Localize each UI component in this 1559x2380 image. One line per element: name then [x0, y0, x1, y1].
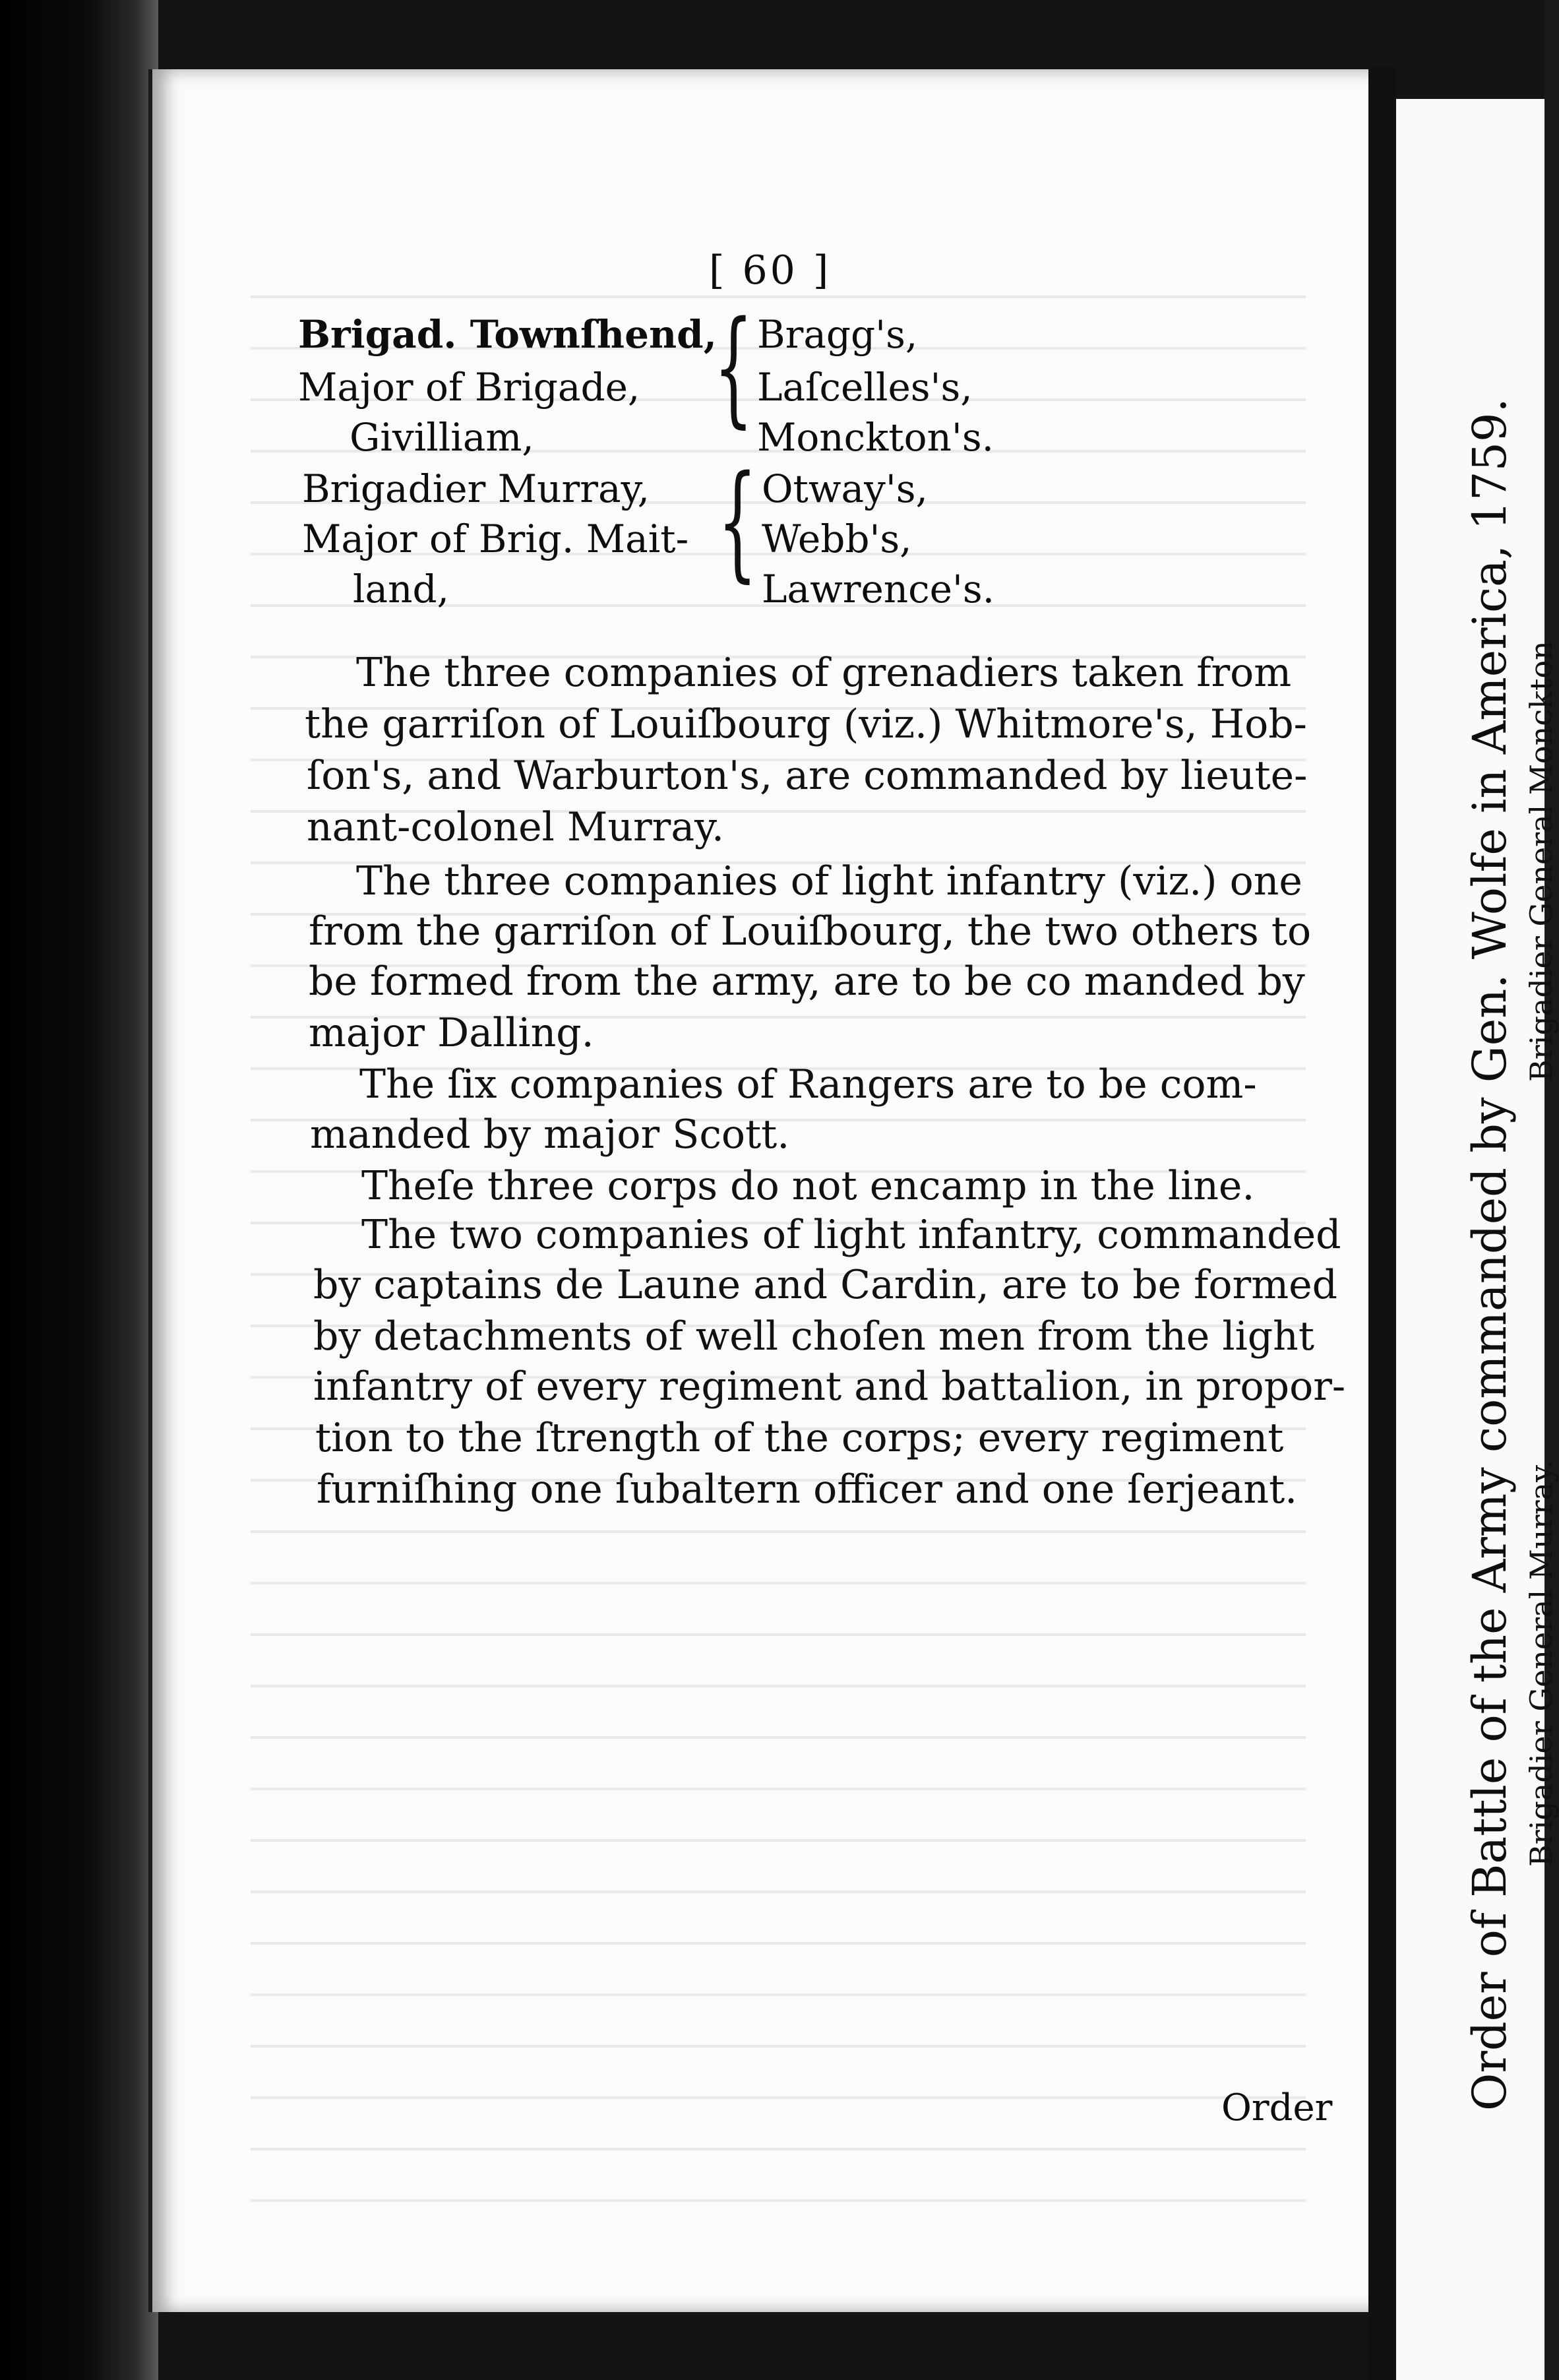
brigade-2-right-line-2: Webb's,	[762, 517, 912, 561]
brigade-2-right-line-1: Otway's,	[762, 466, 928, 511]
para-5-line-1: The two companies of light infantry, commanded	[361, 1212, 1341, 1258]
para-1-line-4: nant-colonel Murray.	[307, 804, 725, 850]
brigade-1-right-line-3: Monckton's.	[757, 415, 994, 460]
para-1-line-3: ſon's, and Warburton's, are commanded by lieute-	[307, 753, 1308, 799]
brigade-2-right-line-3: Lawrence's.	[762, 567, 995, 611]
brigade-2-left-line-3: land,	[353, 567, 450, 611]
brace-2: {	[718, 449, 758, 594]
para-1-line-1: The three companies of grenadiers taken from	[356, 650, 1292, 696]
page-number: [ 60 ]	[709, 247, 832, 294]
para-1-line-2: the garriſon of Louiſbourg (viz.) Whitmore's, Hob-	[305, 701, 1307, 747]
brigade-1-left-line-3: Givilliam,	[350, 415, 534, 460]
para-4-line-1: Theſe three corps do not encamp in the line.	[361, 1163, 1255, 1209]
facing-page-brigadier-murray: Brigadier General Murray.	[1523, 1459, 1559, 1867]
para-3-line-1: The ſix companies of Rangers are to be com-	[359, 1061, 1257, 1108]
para-2-line-2: from the garriſon of Louiſbourg, the two others to	[309, 908, 1312, 955]
para-2-line-3: be formed from the army, are to be co manded by	[309, 958, 1305, 1005]
brigade-2-left-line-1: Brigadier Murray,	[302, 466, 650, 511]
para-5-line-3: by detachments of well choſen men from the light	[313, 1313, 1314, 1360]
brigade-2-left-line-2: Major of Brig. Mait-	[302, 517, 689, 561]
gutter-shadow	[0, 0, 158, 2380]
para-5-line-6: furniſhing one ſubaltern officer and one ſerjeant.	[317, 1466, 1298, 1513]
para-2-line-4: major Dalling.	[309, 1010, 594, 1056]
page-gap	[1368, 66, 1396, 2380]
para-5-line-2: by captains de Laune and Cardin, are to be formed	[313, 1262, 1337, 1308]
brigade-1-right-line-2: Laſcelles's,	[757, 365, 973, 410]
brigade-1-right-line-1: Bragg's,	[757, 312, 918, 357]
facing-page-brigadier-monckton: Brigadier General Monckton	[1523, 641, 1559, 1082]
para-2-line-1: The three companies of light infantry (viz.) one	[356, 858, 1302, 904]
para-5-line-5: tion to the ſtrength of the corps; every regiment	[315, 1415, 1284, 1461]
para-5-line-4: infantry of every regiment and battalion, in propor-	[313, 1363, 1346, 1410]
facing-page-title: Order of Battle of the Army commanded by Gen. Wolfe in America, 1759.	[1463, 398, 1517, 2111]
catchword: Order	[1221, 2086, 1333, 2129]
brigade-1-left-line-1: Brigad. Townſhend,	[298, 312, 717, 357]
brace-1: {	[714, 294, 754, 440]
para-3-line-2: manded by major Scott.	[310, 1112, 790, 1158]
brigade-1-left-line-2: Major of Brigade,	[298, 365, 640, 410]
